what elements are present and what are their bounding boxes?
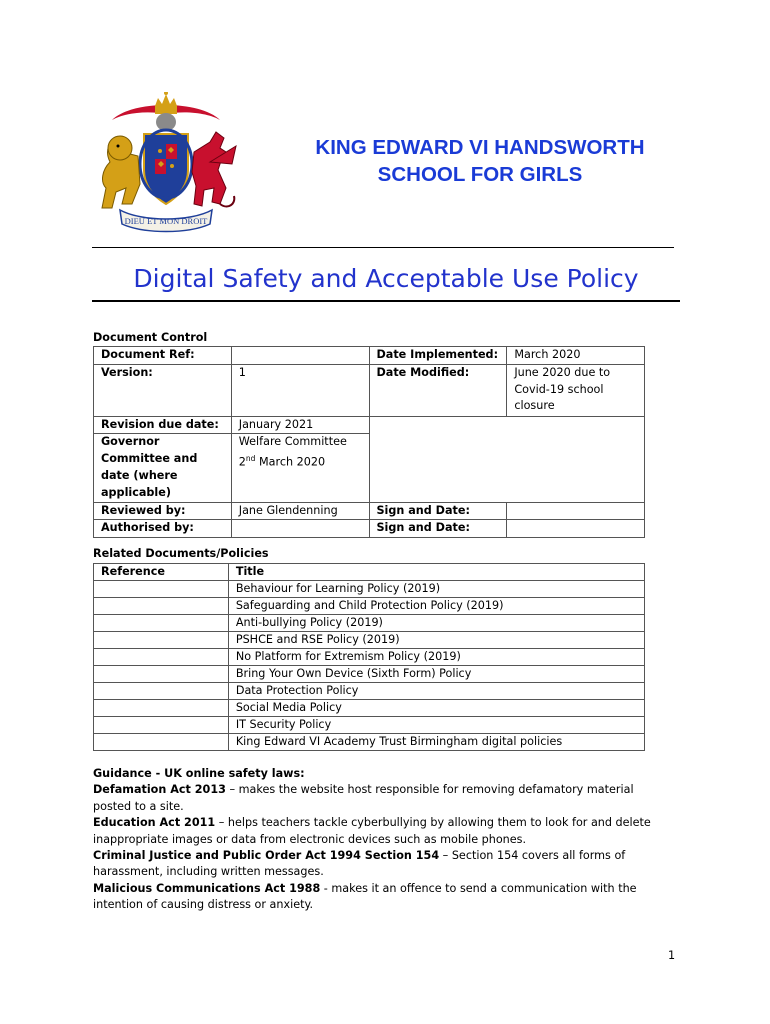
governor-committee-value	[231, 434, 369, 502]
date-rest: March 2020	[255, 456, 326, 470]
title-column-header: Title	[228, 564, 644, 581]
table-row	[94, 734, 645, 751]
act-description: – helps teachers tackle cyberbullying by allowing them to look for and delete inappropriate images or data from electronic devices such as mobile phones.	[93, 816, 651, 846]
act-name: Defamation Act 2013	[93, 783, 226, 797]
title-cell: King Edward VI Academy Trust Birmingham digital policies	[228, 734, 644, 751]
table-row	[94, 364, 645, 416]
authorised-sign-value	[507, 520, 645, 538]
guidance-item	[93, 848, 663, 881]
guidance-item	[93, 815, 663, 848]
title-cell: Behaviour for Learning Policy (2019)	[228, 581, 644, 598]
title-cell: IT Security Policy	[228, 717, 644, 734]
reference-cell	[94, 666, 229, 683]
related-documents-table	[93, 563, 645, 751]
authorised-by-label: Authorised by:	[94, 520, 232, 538]
title-cell: Safeguarding and Child Protection Policy (2019)	[228, 598, 644, 615]
date-day: 2	[238, 456, 246, 470]
governor-empty-cell	[369, 416, 645, 502]
reference-cell	[94, 734, 229, 751]
title-cell: Data Protection Policy	[228, 683, 644, 700]
title-underline	[92, 300, 680, 302]
date-modified-value: June 2020 due to Covid-19 school closure	[507, 364, 645, 416]
reviewed-by-label: Reviewed by:	[94, 502, 232, 520]
act-name: Education Act 2011	[93, 816, 216, 830]
table-row	[94, 632, 645, 649]
date-modified-label: Date Modified:	[369, 364, 507, 416]
authorised-by-value	[231, 520, 369, 538]
guidance-item	[93, 782, 663, 815]
reviewed-sign-label: Sign and Date:	[369, 502, 507, 520]
guidance-section	[93, 766, 663, 914]
doc-ref-label: Document Ref:	[94, 347, 232, 365]
table-row	[94, 615, 645, 632]
reference-cell	[94, 700, 229, 717]
school-name	[265, 134, 695, 188]
date-implemented-value: March 2020	[507, 347, 645, 365]
reference-cell	[94, 717, 229, 734]
doc-ref-value	[231, 347, 369, 365]
school-crest-icon	[92, 92, 240, 234]
act-name: Malicious Communications Act 1988	[93, 881, 321, 895]
school-name-line-1: KING EDWARD VI HANDSWORTH	[315, 136, 645, 159]
document-control-table	[93, 346, 645, 538]
guidance-heading: Guidance - UK online safety laws:	[93, 767, 305, 780]
title-cell: Bring Your Own Device (Sixth Form) Policy	[228, 666, 644, 683]
title-cell: Social Media Policy	[228, 700, 644, 717]
reference-cell	[94, 581, 229, 598]
table-row	[94, 502, 645, 520]
page-number: 1	[668, 949, 676, 962]
governor-committee-date	[239, 451, 369, 472]
table-row	[94, 598, 645, 615]
related-documents-heading: Related Documents/Policies	[93, 547, 269, 560]
table-header-row	[94, 564, 645, 581]
table-row	[94, 581, 645, 598]
date-implemented-label: Date Implemented:	[369, 347, 507, 365]
version-label: Version:	[94, 364, 232, 416]
table-row	[94, 717, 645, 734]
table-row	[94, 666, 645, 683]
governor-committee-label: Governor Committee and date (where applicable)	[94, 434, 232, 502]
table-row	[94, 416, 645, 434]
header-divider	[92, 247, 674, 248]
document-title: Digital Safety and Acceptable Use Policy	[133, 264, 639, 293]
reference-cell	[94, 683, 229, 700]
title-cell: No Platform for Extremism Policy (2019)	[228, 649, 644, 666]
revision-due-label: Revision due date:	[94, 416, 232, 434]
act-description: – makes the website host responsible for removing defamatory material posted to a site.	[93, 783, 634, 813]
revision-due-value: January 2021	[231, 416, 369, 434]
table-row	[94, 683, 645, 700]
reference-column-header: Reference	[94, 564, 229, 581]
authorised-sign-label: Sign and Date:	[369, 520, 507, 538]
title-cell: PSHCE and RSE Policy (2019)	[228, 632, 644, 649]
reviewed-sign-value	[507, 502, 645, 520]
act-description: – Section 154 covers all forms of harassment, including written messages.	[93, 849, 626, 879]
governor-committee-name: Welfare Committee	[238, 435, 347, 449]
table-row	[94, 520, 645, 538]
act-description: - makes it an offence to send a communication with the intention of causing distress or anxiety.	[93, 881, 637, 912]
version-value: 1	[231, 364, 369, 416]
guidance-item	[93, 881, 663, 914]
act-name: Criminal Justice and Public Order Act 1994 Section 154	[93, 849, 440, 863]
document-control-heading: Document Control	[93, 331, 208, 344]
table-row	[94, 649, 645, 666]
table-row	[94, 347, 645, 365]
title-cell: Anti-bullying Policy (2019)	[228, 615, 644, 632]
date-suffix: nd	[245, 454, 256, 464]
reviewed-by-value: Jane Glendenning	[231, 502, 369, 520]
reference-cell	[94, 598, 229, 615]
crest-motto: DIEU ET MON DROIT	[124, 216, 208, 226]
reference-cell	[94, 649, 229, 666]
table-row	[94, 700, 645, 717]
reference-cell	[94, 615, 229, 632]
school-name-line-2: SCHOOL FOR GIRLS	[377, 163, 583, 186]
reference-cell	[94, 632, 229, 649]
